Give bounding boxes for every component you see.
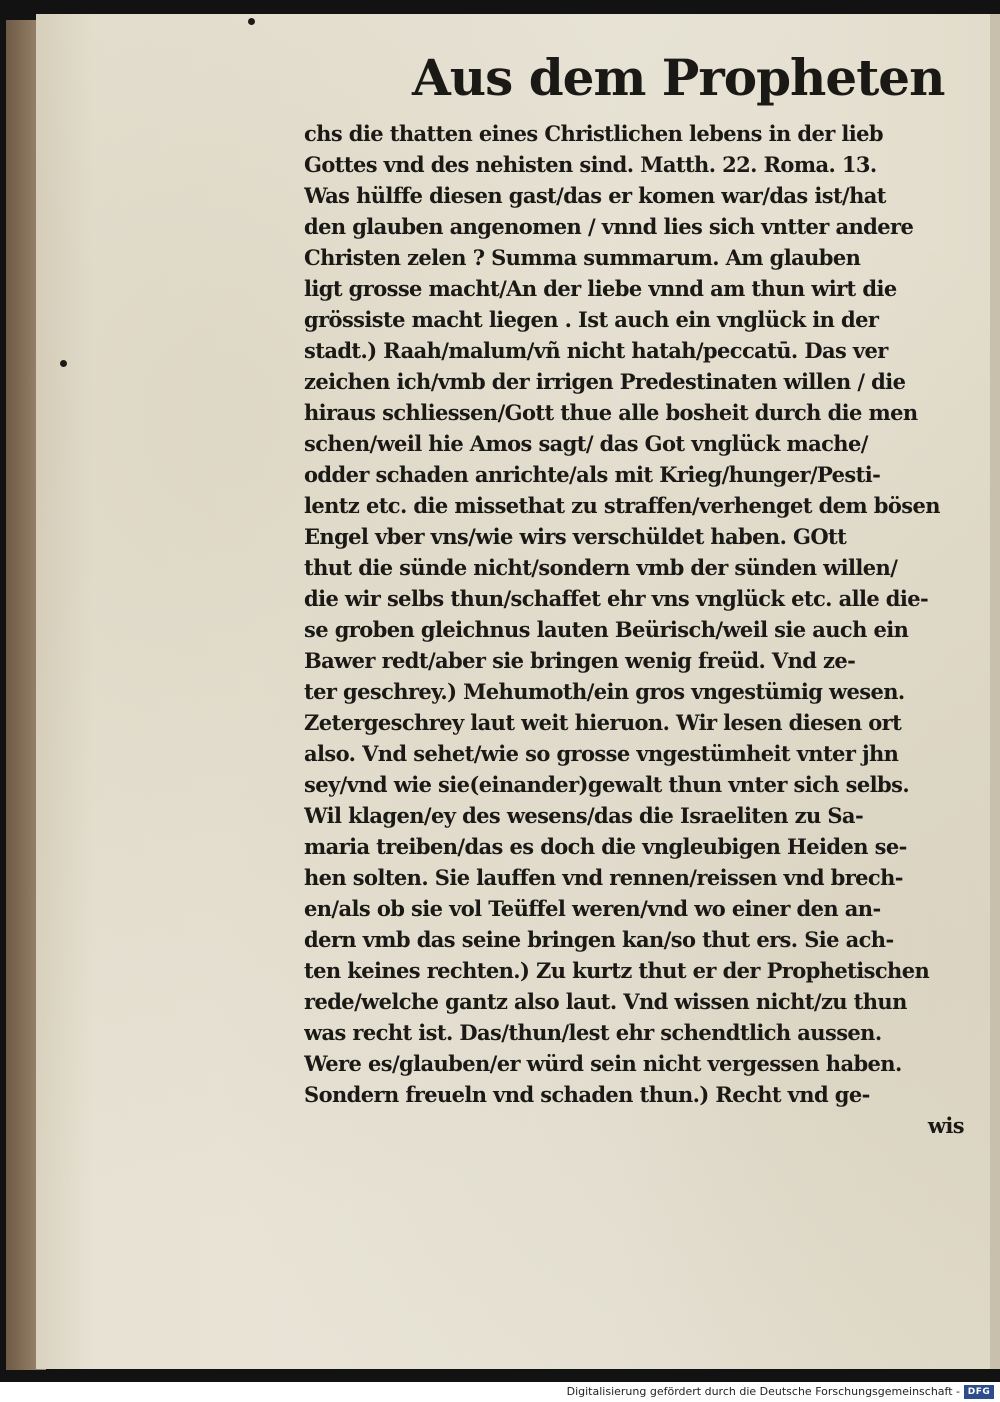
text-line: hiraus schliessen/Gott thue alle bosheit durch die men [304, 400, 918, 425]
text-line: dern vmb das seine bringen kan/so thut ers. Sie ach- [304, 927, 894, 952]
funding-credit: Digitalisierung gefördert durch die Deutsche Forschungsgemeinschaft - [566, 1385, 960, 1398]
text-line: Sondern freueln vnd schaden thun.) Recht vnd ge- [304, 1082, 870, 1107]
text-line: odder schaden anrichte/als mit Krieg/hunger/Pesti- [304, 462, 881, 487]
text-line: grössiste macht liegen . Ist auch ein vnglück in der [304, 307, 879, 332]
text-line: Bawer redt/aber sie bringen wenig freüd. Vnd ze- [304, 648, 856, 673]
text-line: ter geschrey.) Mehumoth/ein gros vngestümig wesen. [304, 679, 905, 704]
text-line: Gottes vnd des nehisten sind. Matth. 22. Roma. 13. [304, 152, 877, 177]
text-line: Zetergeschrey laut weit hieruon. Wir lesen diesen ort [304, 710, 902, 735]
text-line: Christen zelen ? Summa summarum. Am glauben [304, 245, 861, 270]
text-line: Wil klagen/ey des wesens/das die Israeliten zu Sa- [304, 803, 864, 828]
text-line: schen/weil hie Amos sagt/ das Got vnglück mache/ [304, 431, 868, 456]
text-line: sey/vnd wie sie(einander)gewalt thun vnter sich selbs. [304, 772, 910, 797]
text-line: ligt grosse macht/An der liebe vnnd am thun wirt die [304, 276, 897, 301]
dfg-logo: DFG [964, 1385, 994, 1399]
text-line: thut die sünde nicht/sondern vmb der sünden willen/ [304, 555, 898, 580]
text-line: Engel vber vns/wie wirs verschüldet haben. GOtt [304, 524, 847, 549]
text-line: chs die thatten eines Christlichen lebens in der lieb [304, 121, 883, 146]
text-line: en/als ob sie vol Teüffel weren/vnd wo einer den an- [304, 896, 881, 921]
text-line: rede/welche gantz also laut. Vnd wissen nicht/zu thun [304, 989, 907, 1014]
running-head: Aus dem Propheten [412, 48, 945, 107]
footer-bar [0, 1382, 1000, 1402]
text-line: den glauben angenomen / vnnd lies sich vntter andere [304, 214, 914, 239]
text-line: se groben gleichnus lauten Beürisch/weil sie auch ein [304, 617, 909, 642]
page-edge-right [990, 14, 1000, 1369]
text-line: lentz etc. die missethat zu straffen/verhenget dem bösen [304, 493, 940, 518]
text-line: die wir selbs thun/schaffet ehr vns vnglück etc. alle die- [304, 586, 929, 611]
text-line: was recht ist. Das/thun/lest ehr schendtlich aussen. [304, 1020, 882, 1045]
ink-spot [60, 360, 67, 367]
text-line: maria treiben/das es doch die vngleubigen Heiden se- [304, 834, 907, 859]
text-line: hen solten. Sie lauffen vnd rennen/reissen vnd brech- [304, 865, 903, 890]
text-line: also. Vnd sehet/wie so grosse vngestümheit vnter jhn [304, 741, 899, 766]
catchword: wis [927, 1113, 964, 1138]
text-line: stadt.) Raah/malum/vñ nicht hatah/peccatū. Das ver [304, 338, 888, 363]
ink-spot [248, 18, 255, 25]
text-line: zeichen ich/vmb der irrigen Predestinaten willen / die [304, 369, 906, 394]
text-line: ten keines rechten.) Zu kurtz thut er der Prophetischen [304, 958, 930, 983]
text-line: Was hülffe diesen gast/das er komen war/das ist/hat [304, 183, 886, 208]
text-line: Were es/glauben/er würd sein nicht vergessen haben. [304, 1051, 902, 1076]
text-block [304, 118, 972, 1141]
